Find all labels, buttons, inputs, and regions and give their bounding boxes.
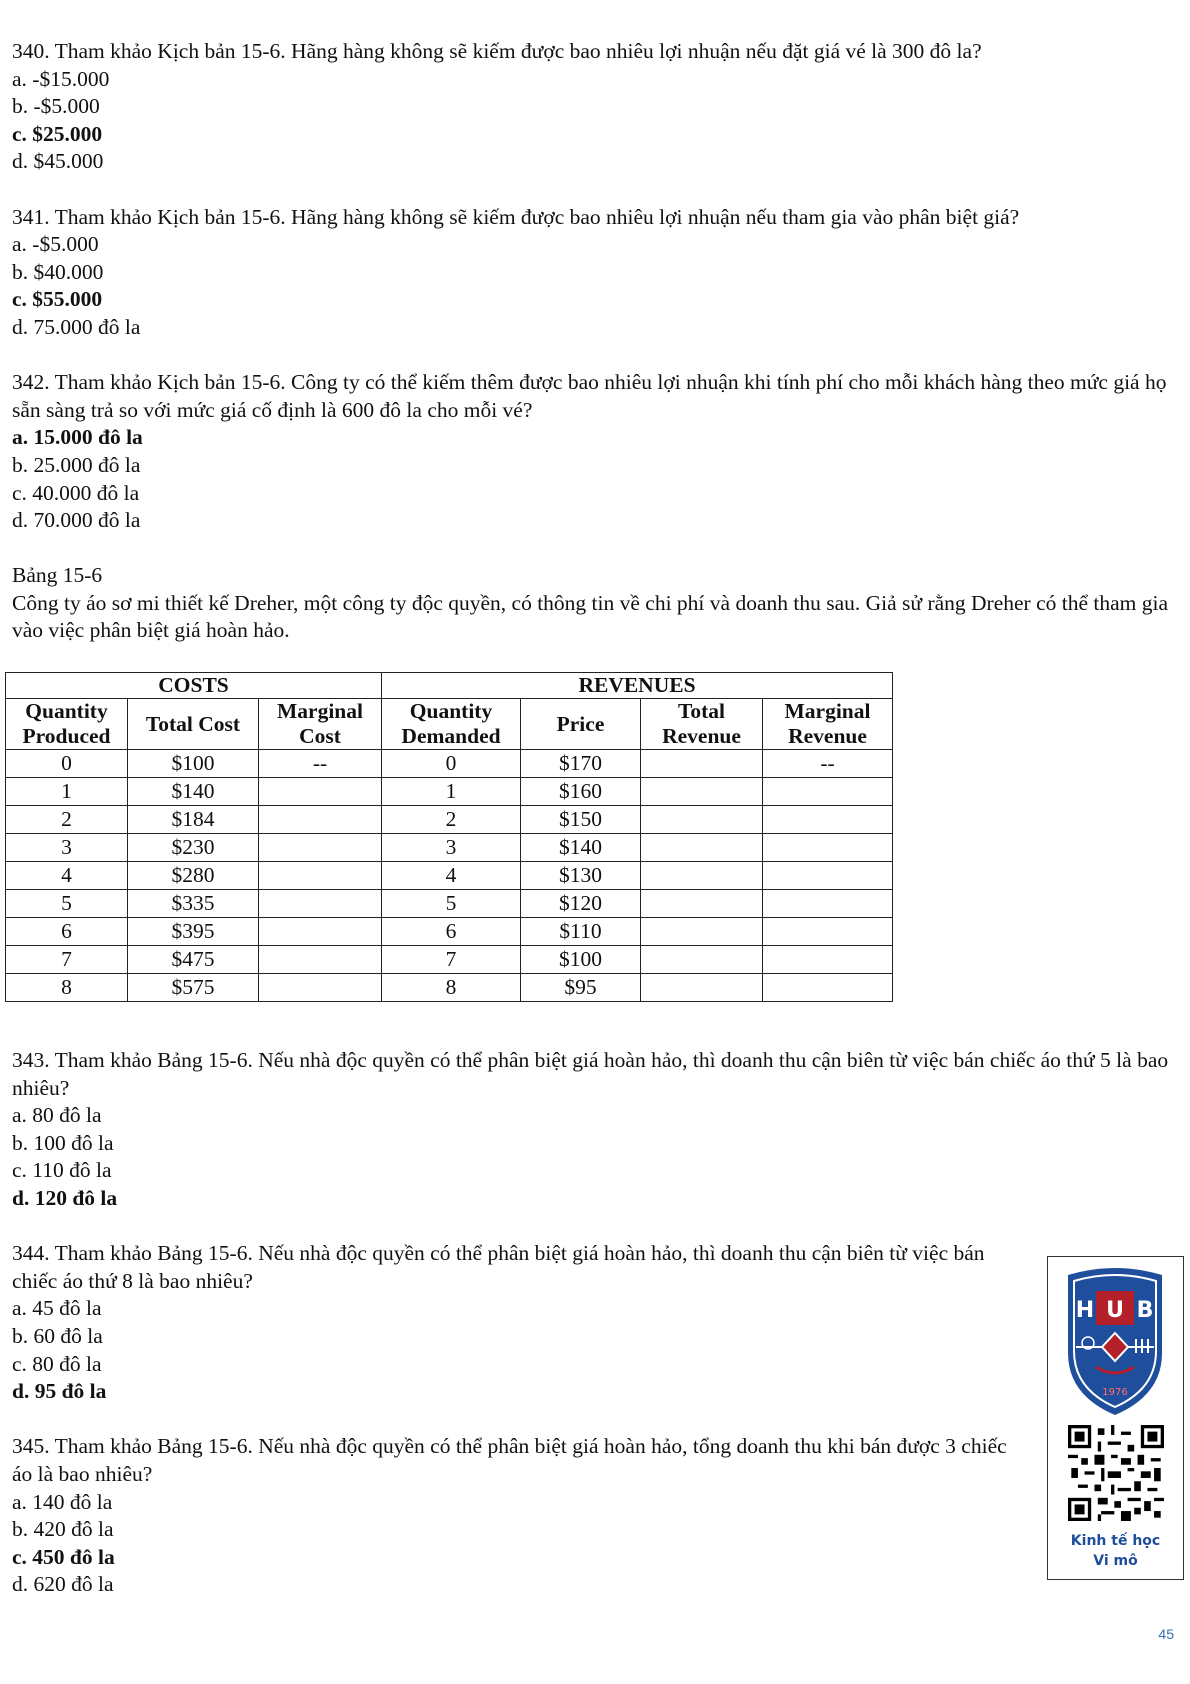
cell-total-revenue [641, 974, 763, 1002]
option-d-correct: d. 120 đô la [12, 1185, 118, 1210]
question-341 [12, 204, 1172, 342]
question-345 [12, 1433, 1022, 1599]
cell-marginal-cost [259, 806, 382, 834]
cell-total-revenue [641, 834, 763, 862]
table-description: Công ty áo sơ mi thiết kế Dreher, một công ty độc quyền, có thông tin về chi phí và doanh thu sau. Giả sử rằng Dreher có thể tham gia vào việc phân biệt giá hoàn hảo. [12, 590, 1169, 643]
cell-total-cost: $475 [128, 946, 259, 974]
cell-marginal-cost [259, 862, 382, 890]
cell-marginal-revenue [763, 946, 893, 974]
cell-total-cost: $280 [128, 862, 259, 890]
cell-marginal-cost [259, 918, 382, 946]
cell-total-cost: $575 [128, 974, 259, 1002]
option-d: d. 70.000 đô la [12, 508, 141, 533]
option-c-correct: c. $25.000 [12, 121, 103, 146]
question-340 [12, 38, 1172, 176]
table-row [6, 834, 893, 862]
upper-content [12, 38, 1172, 645]
cell-total-cost: $140 [128, 778, 259, 806]
cell-total-cost: $230 [128, 834, 259, 862]
question-text: 342. Tham khảo Kịch bản 15-6. Công ty có thể kiếm thêm được bao nhiêu lợi nhuận khi tính phí cho mỗi khách hàng theo mức giá họ sẵn sàng trả so với mức giá cố định là 600 đô la cho mỗi vé? [12, 370, 1167, 422]
option-a: a. 140 đô la [12, 1489, 113, 1514]
cell-quantity-produced: 0 [6, 750, 128, 778]
option-c: c. 110 đô la [12, 1158, 112, 1183]
cell-marginal-cost [259, 834, 382, 862]
logo-letter-b: B [1136, 1298, 1154, 1323]
header-total-revenue: Total Revenue [641, 699, 763, 750]
cell-price: $110 [521, 918, 641, 946]
table-row [6, 946, 893, 974]
question-344 [12, 1240, 1022, 1406]
cell-total-revenue [641, 862, 763, 890]
costs-group-header: COSTS [6, 673, 382, 699]
logo-letter-u: U [1106, 1298, 1124, 1323]
option-d-correct: d. 95 đô la [12, 1379, 107, 1404]
cell-price: $130 [521, 862, 641, 890]
cell-total-cost: $335 [128, 890, 259, 918]
cell-quantity-produced: 4 [6, 862, 128, 890]
hub-logo-box [1047, 1256, 1184, 1580]
table-intro [12, 562, 1172, 645]
cell-quantity-produced: 7 [6, 946, 128, 974]
logo-caption-line1: Kinh tế học [1070, 1533, 1161, 1549]
cell-quantity-demanded: 3 [382, 834, 521, 862]
cell-total-revenue [641, 890, 763, 918]
question-text: 345. Tham khảo Bảng 15-6. Nếu nhà độc quyền có thể phân biệt giá hoàn hảo, tổng doanh thu khi bán được 3 chiếc áo là bao nhiêu? [12, 1434, 1007, 1486]
option-c-correct: c. 450 đô la [12, 1544, 115, 1569]
question-343 [12, 1047, 1172, 1213]
option-a: a. -$5.000 [12, 232, 99, 257]
cell-price: $120 [521, 890, 641, 918]
option-a-correct: a. 15.000 đô la [12, 425, 143, 450]
table-row [6, 750, 893, 778]
header-price: Price [521, 699, 641, 750]
cell-quantity-demanded: 1 [382, 778, 521, 806]
option-c: c. 40.000 đô la [12, 480, 140, 505]
logo-year: 1976 [1102, 1387, 1128, 1398]
question-text: 340. Tham khảo Kịch bản 15-6. Hãng hàng không sẽ kiếm được bao nhiêu lợi nhuận nếu đặt giá vé là 300 đô la? [12, 39, 982, 63]
header-marginal-revenue: Marginal Revenue [763, 699, 893, 750]
cell-quantity-produced: 8 [6, 974, 128, 1002]
header-total-cost: Total Cost [128, 699, 259, 750]
option-b: b. 100 đô la [12, 1130, 114, 1155]
option-d: d. 620 đô la [12, 1572, 114, 1597]
cell-price: $160 [521, 778, 641, 806]
cell-quantity-demanded: 0 [382, 750, 521, 778]
table-row [6, 974, 893, 1002]
cell-total-revenue [641, 806, 763, 834]
option-d: d. 75.000 đô la [12, 314, 141, 339]
cell-marginal-revenue [763, 918, 893, 946]
cell-marginal-revenue [763, 890, 893, 918]
option-a: a. 80 đô la [12, 1103, 102, 1128]
option-b: b. 25.000 đô la [12, 452, 141, 477]
question-text: 343. Tham khảo Bảng 15-6. Nếu nhà độc quyền có thể phân biệt giá hoàn hảo, thì doanh thu cận biên từ việc bán chiếc áo thứ 5 là bao nhiêu? [12, 1048, 1169, 1100]
cell-marginal-cost [259, 946, 382, 974]
page-number: 45 [1158, 1626, 1174, 1642]
option-b: b. $40.000 [12, 259, 104, 284]
cell-total-cost: $184 [128, 806, 259, 834]
cost-revenue-table [5, 672, 893, 1002]
table-row [6, 918, 893, 946]
option-a: a. 45 đô la [12, 1296, 102, 1321]
option-c-correct: c. $55.000 [12, 287, 103, 312]
cell-quantity-produced: 6 [6, 918, 128, 946]
cell-price: $170 [521, 750, 641, 778]
cell-marginal-cost: -- [259, 750, 382, 778]
hub-shield-logo-icon [1066, 1267, 1164, 1417]
question-text: 341. Tham khảo Kịch bản 15-6. Hãng hàng không sẽ kiếm được bao nhiêu lợi nhuận nếu tham gia vào phân biệt giá? [12, 204, 1020, 229]
header-quantity-demanded: Quantity Demanded [382, 699, 521, 750]
cell-total-cost: $395 [128, 918, 259, 946]
cell-quantity-demanded: 8 [382, 974, 521, 1002]
cell-marginal-revenue [763, 974, 893, 1002]
table-row [6, 862, 893, 890]
cell-quantity-demanded: 5 [382, 890, 521, 918]
qr-code-icon [1068, 1425, 1164, 1521]
option-c: c. 80 đô la [12, 1351, 102, 1376]
cell-total-revenue [641, 778, 763, 806]
cell-marginal-revenue: -- [763, 750, 893, 778]
table-row [6, 778, 893, 806]
option-a: a. -$15.000 [12, 66, 110, 91]
cell-marginal-revenue [763, 834, 893, 862]
logo-caption-line2: Vi mô [1093, 1553, 1138, 1569]
cell-total-revenue [641, 918, 763, 946]
option-b: b. -$5.000 [12, 94, 100, 119]
cell-quantity-demanded: 2 [382, 806, 521, 834]
cell-quantity-demanded: 6 [382, 918, 521, 946]
cell-total-revenue [641, 946, 763, 974]
cell-price: $100 [521, 946, 641, 974]
cell-quantity-produced: 3 [6, 834, 128, 862]
cell-quantity-produced: 5 [6, 890, 128, 918]
header-marginal-cost: Marginal Cost [259, 699, 382, 750]
question-342 [12, 369, 1172, 535]
option-d: d. $45.000 [12, 149, 104, 174]
cell-quantity-produced: 2 [6, 806, 128, 834]
cell-marginal-cost [259, 778, 382, 806]
cell-marginal-cost [259, 890, 382, 918]
cell-quantity-demanded: 4 [382, 862, 521, 890]
table-title: Bảng 15-6 [12, 563, 103, 588]
cell-total-revenue [641, 750, 763, 778]
logo-letter-h: H [1075, 1298, 1095, 1323]
header-quantity-produced: Quantity Produced [6, 699, 128, 750]
table-row [6, 806, 893, 834]
revenues-group-header: REVENUES [382, 673, 893, 699]
cell-price: $150 [521, 806, 641, 834]
cell-quantity-produced: 1 [6, 778, 128, 806]
cell-price: $140 [521, 834, 641, 862]
question-text: 344. Tham khảo Bảng 15-6. Nếu nhà độc quyền có thể phân biệt giá hoàn hảo, thì doanh thu cận biên từ việc bán chiếc áo thứ 8 là bao nhiêu? [12, 1241, 985, 1293]
cell-price: $95 [521, 974, 641, 1002]
option-b: b. 420 đô la [12, 1517, 114, 1542]
cell-marginal-revenue [763, 806, 893, 834]
table-row [6, 890, 893, 918]
lower-content [12, 1047, 1172, 1599]
table-body [6, 750, 893, 1002]
cell-marginal-revenue [763, 862, 893, 890]
cell-quantity-demanded: 7 [382, 946, 521, 974]
cell-marginal-revenue [763, 778, 893, 806]
cell-total-cost: $100 [128, 750, 259, 778]
option-b: b. 60 đô la [12, 1323, 103, 1348]
cell-marginal-cost [259, 974, 382, 1002]
